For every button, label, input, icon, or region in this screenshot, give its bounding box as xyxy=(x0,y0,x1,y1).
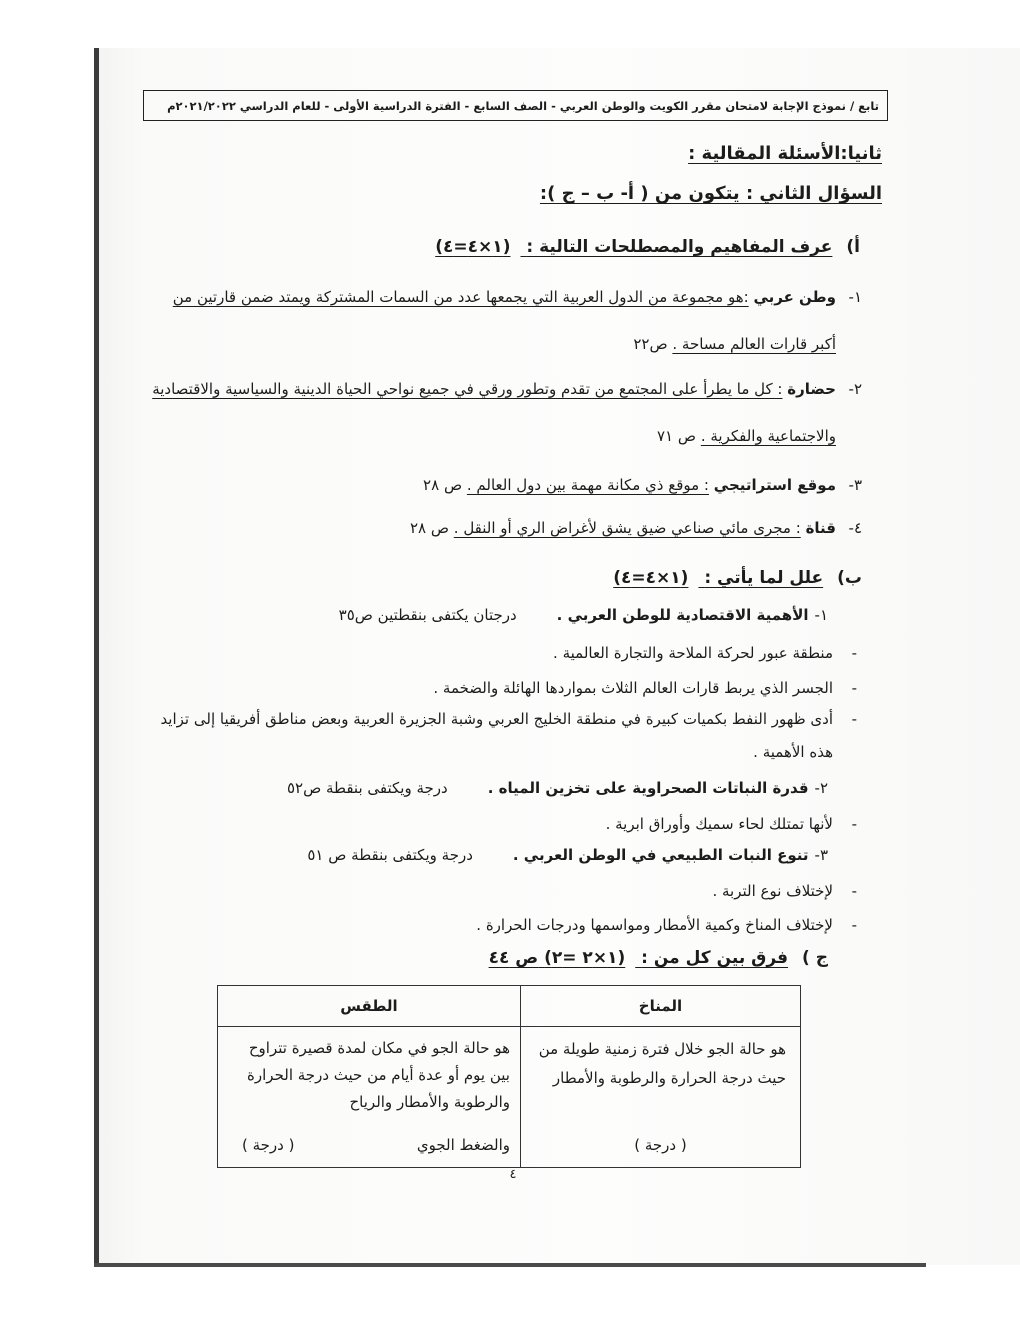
scan-edge-bottom xyxy=(94,1263,926,1267)
point-text: لأنها تمتلك لحاء سميك وأوراق ابرية . xyxy=(605,815,833,833)
climate-grade: ( درجة ) xyxy=(634,1136,687,1154)
table-header-row xyxy=(218,986,801,1027)
part-c-title-group xyxy=(489,948,788,968)
item-text xyxy=(150,462,836,509)
item-number: ٣- xyxy=(814,846,828,864)
reason-point xyxy=(150,874,857,908)
weather-last-row xyxy=(228,1131,510,1159)
part-b-label: ب) xyxy=(837,568,862,588)
item-definition: : مجرى مائي صناعي ضيق يشق لأغراض الري أو النقل . xyxy=(453,519,801,537)
part-a-title: عرف المفاهيم والمصطلحات التالية : xyxy=(526,237,833,257)
item-number: ٤- xyxy=(848,519,862,537)
climate-definition: هو حالة الجو خلال فترة زمنية طويلة من حيث درجة الحرارة والرطوبة والأمطار xyxy=(538,1040,786,1087)
reason-item-1 xyxy=(339,600,828,630)
reason-point xyxy=(150,703,857,769)
definition-item-2 xyxy=(150,366,862,460)
part-c-label: ج ) xyxy=(802,948,828,968)
definition-item-4 xyxy=(150,505,862,552)
item-number: ١- xyxy=(814,606,828,624)
reason-point xyxy=(150,636,857,670)
item-definition: : موقع ذي مكانة مهمة بين دول العالم . xyxy=(466,476,709,494)
part-a-marks: (١×٤=٤) xyxy=(435,237,511,257)
point-text: أدى ظهور النفط بكميات كبيرة في منطقة الخليج العربي وشبة الجزيرة العربية وبعض مناطق أفريقيا إلى تزايد هذه الأهمية . xyxy=(160,710,833,761)
table-row xyxy=(218,1027,801,1168)
part-b-title-group xyxy=(613,568,823,588)
header-weather: الطقس xyxy=(218,986,521,1027)
reason-point xyxy=(150,671,857,705)
climate-cell xyxy=(521,1027,801,1168)
bullet-dash: - xyxy=(851,644,857,662)
weather-cell xyxy=(218,1027,521,1168)
reason-title: قدرة النباتات الصحراوية على تخزين المياه . xyxy=(487,779,809,797)
item-page-ref: ص ٢٨ xyxy=(409,519,449,537)
exam-header-text: تابع / نموذج الإجابة لامتحان مقرر الكويت والوطن العربي - الصف السابع - الفترة الدراسية الأولى - للعام الدراسي ٢٠٢١/٢٠٢٢م xyxy=(167,98,879,113)
part-b-heading xyxy=(613,563,862,593)
bullet-dash: - xyxy=(851,679,857,697)
definition-item-1 xyxy=(150,274,862,368)
item-definition: :هو مجموعة من الدول العربية التي يجمعها عدد من السمات المشتركة ويمتد ضمن قارتين من أكبر قارات العالم مساحة . xyxy=(172,288,836,353)
item-number: ٣- xyxy=(848,476,862,494)
item-term: حضارة xyxy=(787,380,836,398)
item-definition: : كل ما يطرأ على المجتمع من تقدم وتطور ورقي في جميع نواحي الحياة الدينية والسياسية والاقتصادية والاجتماعية والفكرية . xyxy=(152,380,836,445)
comparison-table xyxy=(217,985,801,1168)
item-page-ref: ص ٧١ xyxy=(657,427,697,445)
weather-definition-end: والضغط الجوي xyxy=(416,1136,510,1154)
item-term: موقع استراتيجي xyxy=(713,476,836,494)
point-text: لإختلاف المناخ وكمية الأمطار ومواسمها ودرجات الحرارة . xyxy=(476,916,833,934)
item-text xyxy=(150,274,836,368)
reason-title: الأهمية الاقتصادية للوطن العربي . xyxy=(556,606,809,624)
item-term: وطن عربي xyxy=(753,288,836,306)
reason-point xyxy=(150,807,857,841)
item-number: ١- xyxy=(848,288,862,306)
item-page-ref: ص ٢٨ xyxy=(423,476,463,494)
item-term: قناة xyxy=(805,519,836,537)
part-a-title-group xyxy=(435,237,832,257)
section-title: ثانيا:الأسئلة المقالية : xyxy=(688,143,882,164)
part-a-label: أ) xyxy=(846,237,860,257)
part-b-title: علل لما يأتي : xyxy=(704,568,824,588)
part-c-marks: (١×٢ =٢) xyxy=(544,948,626,968)
reason-item-3 xyxy=(307,840,828,870)
header-climate: المناخ xyxy=(521,986,801,1027)
point-text: منطقة عبور لحركة الملاحة والتجارة العالمية . xyxy=(553,644,833,662)
bullet-dash: - xyxy=(851,882,857,900)
bullet-dash: - xyxy=(851,815,857,833)
question-title: السؤال الثاني : يتكون من ( أ- ب – ج ): xyxy=(539,183,882,204)
grading-note: درجة ويكتفى بنقطة ص٥٢ xyxy=(286,779,448,797)
reason-title: تنوع النبات الطبيعي في الوطن العربي . xyxy=(512,846,809,864)
part-b-marks: (١×٤=٤) xyxy=(613,568,689,588)
bullet-dash: - xyxy=(851,916,857,934)
grading-note: درجة ويكتفى بنقطة ص ٥١ xyxy=(307,846,473,864)
scan-edge-left xyxy=(94,48,99,1267)
item-page-ref: ص٢٢ xyxy=(633,335,668,353)
point-text: لإختلاف نوع التربة . xyxy=(712,882,833,900)
part-a-heading xyxy=(435,232,860,262)
definition-item-3 xyxy=(150,462,862,509)
point-text: الجسر الذي يربط قارات العالم الثلاث بمواردها الهائلة والضخمة . xyxy=(433,679,833,697)
item-text xyxy=(150,366,836,460)
grading-note: درجتان يكتفى بنقطتين ص٣٥ xyxy=(338,606,517,624)
item-number: ٢- xyxy=(814,779,828,797)
bullet-dash: - xyxy=(851,710,857,728)
reason-point xyxy=(150,908,857,942)
part-c-title: فرق بين كل من : xyxy=(641,948,789,968)
item-number: ٢- xyxy=(848,380,862,398)
part-c-page-ref: ص ٤٤ xyxy=(488,948,539,968)
exam-header-box xyxy=(143,90,888,121)
weather-grade: ( درجة ) xyxy=(242,1136,295,1154)
reason-item-2 xyxy=(287,773,828,803)
part-c-heading xyxy=(489,943,828,973)
page-number: ٤ xyxy=(509,1167,517,1182)
weather-definition: هو حالة الجو في مكان لمدة قصيرة تتراوح بين يوم أو عدة أيام من حيث درجة الحرارة والرطوبة والأمطار والرياح xyxy=(247,1039,510,1111)
item-text xyxy=(150,505,836,552)
